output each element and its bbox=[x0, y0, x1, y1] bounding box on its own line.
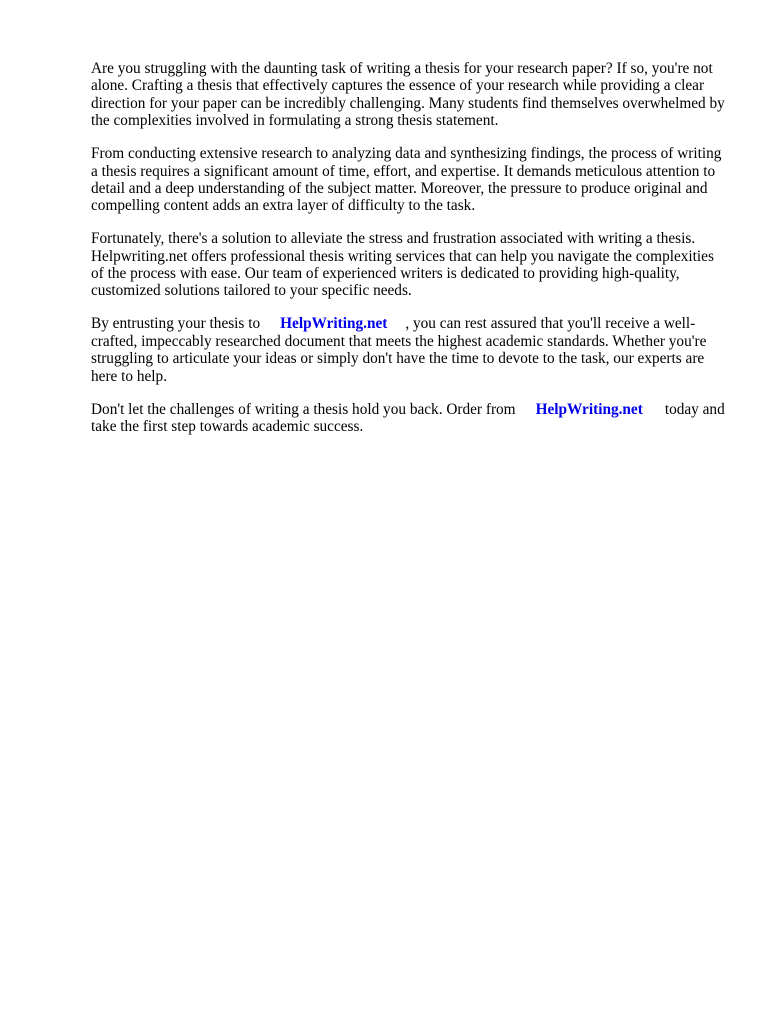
helpwriting-order-link[interactable]: HelpWriting.net bbox=[535, 400, 643, 418]
paragraph-cta bbox=[91, 401, 725, 436]
paragraph-entrust-lead: By entrusting your thesis to bbox=[91, 315, 261, 333]
paragraph-entrust-rest: , you can rest assured that you'll receive a well-crafted, impeccably researched document that meets the highest academic standards. Whether you're struggling to articulate your ideas or simply don't have the time to devote to the task, our experts are here to help. bbox=[91, 315, 707, 385]
paragraph-intro: Are you struggling with the daunting task of writing a thesis for your research paper? If so, you're not alone. Crafting a thesis that effectively captures the essence of your research while providing a clear direction for your paper can be incredibly challenging. Many students find themselves overwhelmed by the complexities involved in formulating a strong thesis statement. bbox=[91, 60, 725, 130]
paragraph-entrust bbox=[91, 315, 725, 385]
paragraph-cta-rest: today and take the first step towards academic success. bbox=[91, 400, 725, 435]
paragraph-solution: Fortunately, there's a solution to alleviate the stress and frustration associated with writing a thesis. Helpwriting.net offers professional thesis writing services that can help you navigate the complexities of the process with ease. Our team of experienced writers is dedicated to providing high-quality, customized solutions tailored to your specific needs. bbox=[91, 230, 714, 300]
paragraph-cta-lead: Don't let the challenges of writing a thesis hold you back. Order from bbox=[91, 400, 516, 418]
document-page bbox=[91, 60, 725, 451]
paragraph-process: From conducting extensive research to analyzing data and synthesizing findings, the process of writing a thesis requires a significant amount of time, effort, and expertise. It demands meticulous attention to detail and a deep understanding of the subject matter. Moreover, the pressure to produce original and compelling content adds an extra layer of difficulty to the task. bbox=[91, 145, 722, 215]
helpwriting-link[interactable]: HelpWriting.net bbox=[280, 315, 388, 333]
